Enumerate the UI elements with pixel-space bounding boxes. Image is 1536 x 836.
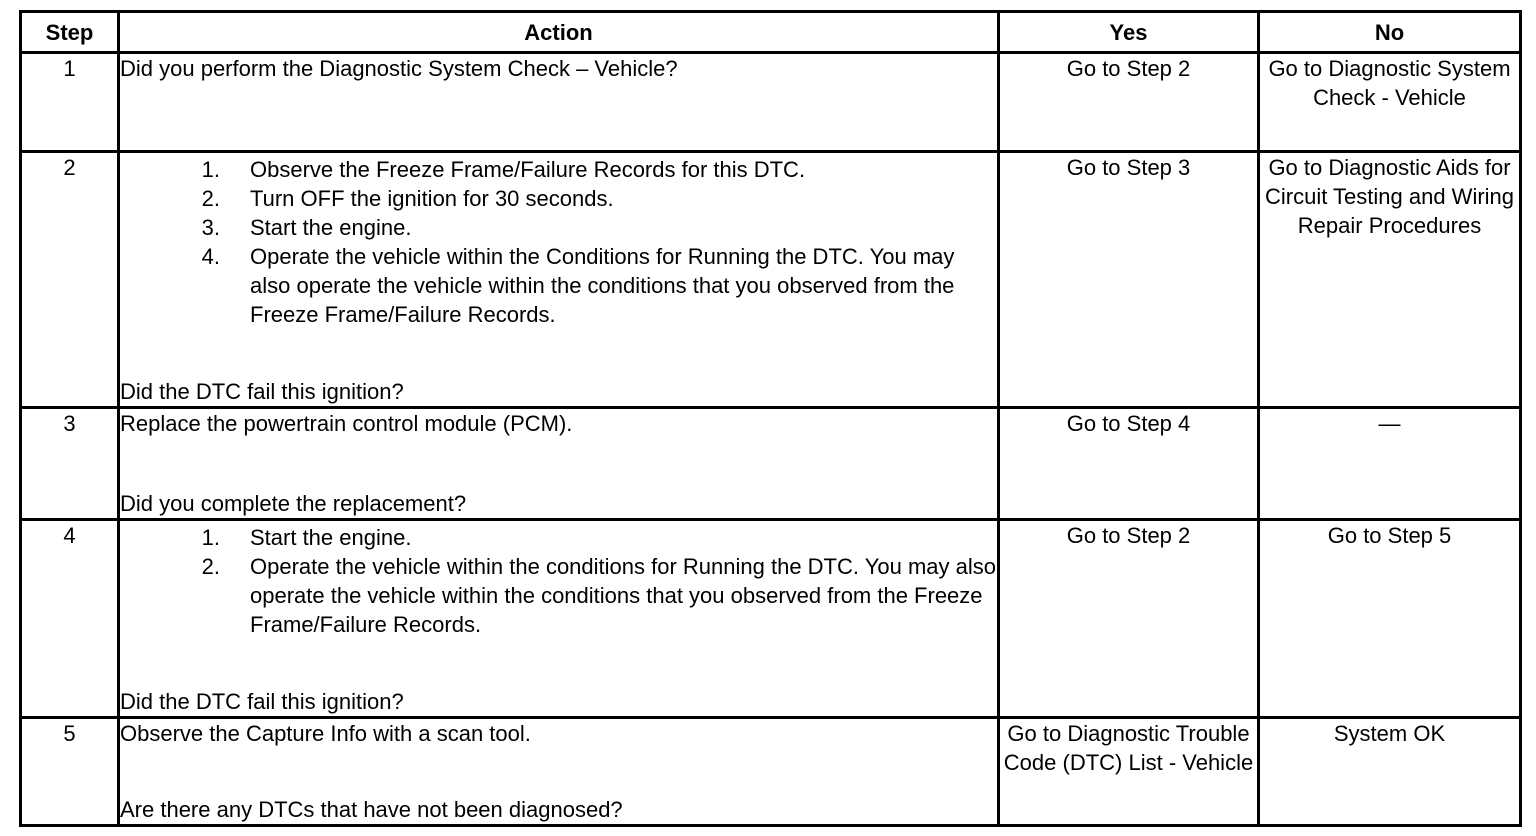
header-yes: Yes <box>999 12 1259 53</box>
list-item: 1. Observe the Freeze Frame/Failure Records for this DTC. <box>201 157 806 182</box>
no-cell: System OK <box>1259 718 1521 826</box>
action-question: Did you complete the replacement? <box>120 491 467 516</box>
action-text: Replace the powertrain control module (PCM). <box>120 411 573 436</box>
procedure-list <box>120 523 997 639</box>
header-row <box>21 12 1521 53</box>
action-text: Did you perform the Diagnostic System Check – Vehicle? <box>120 56 678 81</box>
header-step: Step <box>21 12 119 53</box>
action-cell <box>119 53 999 152</box>
action-question: Are there any DTCs that have not been diagnosed? <box>120 797 623 822</box>
yes-cell: Go to Diagnostic Trouble Code (DTC) List - Vehicle <box>999 718 1259 826</box>
step-number: 5 <box>21 718 119 826</box>
table-row <box>21 718 1521 826</box>
action-question: Did the DTC fail this ignition? <box>120 379 404 404</box>
list-item: 2. Turn OFF the ignition for 30 seconds. <box>201 186 614 211</box>
list-item: 4. Operate the vehicle within the Conditions for Running the DTC. You may also operate the vehicle within the conditions that you observed from the Freeze Frame/Failure Records. <box>201 244 955 327</box>
yes-cell: Go to Step 4 <box>999 408 1259 520</box>
action-cell <box>119 152 999 408</box>
action-cell <box>119 408 999 520</box>
list-item: 1. Start the engine. <box>201 525 412 550</box>
no-cell: Go to Diagnostic Aids for Circuit Testing and Wiring Repair Procedures <box>1259 152 1521 408</box>
list-item: 3. Start the engine. <box>201 215 412 240</box>
action-text: Observe the Capture Info with a scan tool. <box>120 721 531 746</box>
header-no: No <box>1259 12 1521 53</box>
yes-cell: Go to Step 3 <box>999 152 1259 408</box>
no-cell: Go to Step 5 <box>1259 520 1521 718</box>
table-row <box>21 53 1521 152</box>
step-number: 3 <box>21 408 119 520</box>
yes-cell: Go to Step 2 <box>999 520 1259 718</box>
action-question: Did the DTC fail this ignition? <box>120 689 404 714</box>
yes-cell: Go to Step 2 <box>999 53 1259 152</box>
procedure-list <box>120 155 997 329</box>
header-action: Action <box>119 12 999 53</box>
table-row <box>21 408 1521 520</box>
action-cell <box>119 520 999 718</box>
no-cell: — <box>1259 408 1521 520</box>
table-row <box>21 520 1521 718</box>
no-cell: Go to Diagnostic System Check - Vehicle <box>1259 53 1521 152</box>
action-cell <box>119 718 999 826</box>
step-number: 1 <box>21 53 119 152</box>
list-item: 2. Operate the vehicle within the conditions for Running the DTC. You may also operate the vehicle within the conditions that you observed from the Freeze Frame/Failure Records. <box>201 554 996 637</box>
step-number: 4 <box>21 520 119 718</box>
step-number: 2 <box>21 152 119 408</box>
diagnostic-table <box>19 10 1522 827</box>
table-row <box>21 152 1521 408</box>
